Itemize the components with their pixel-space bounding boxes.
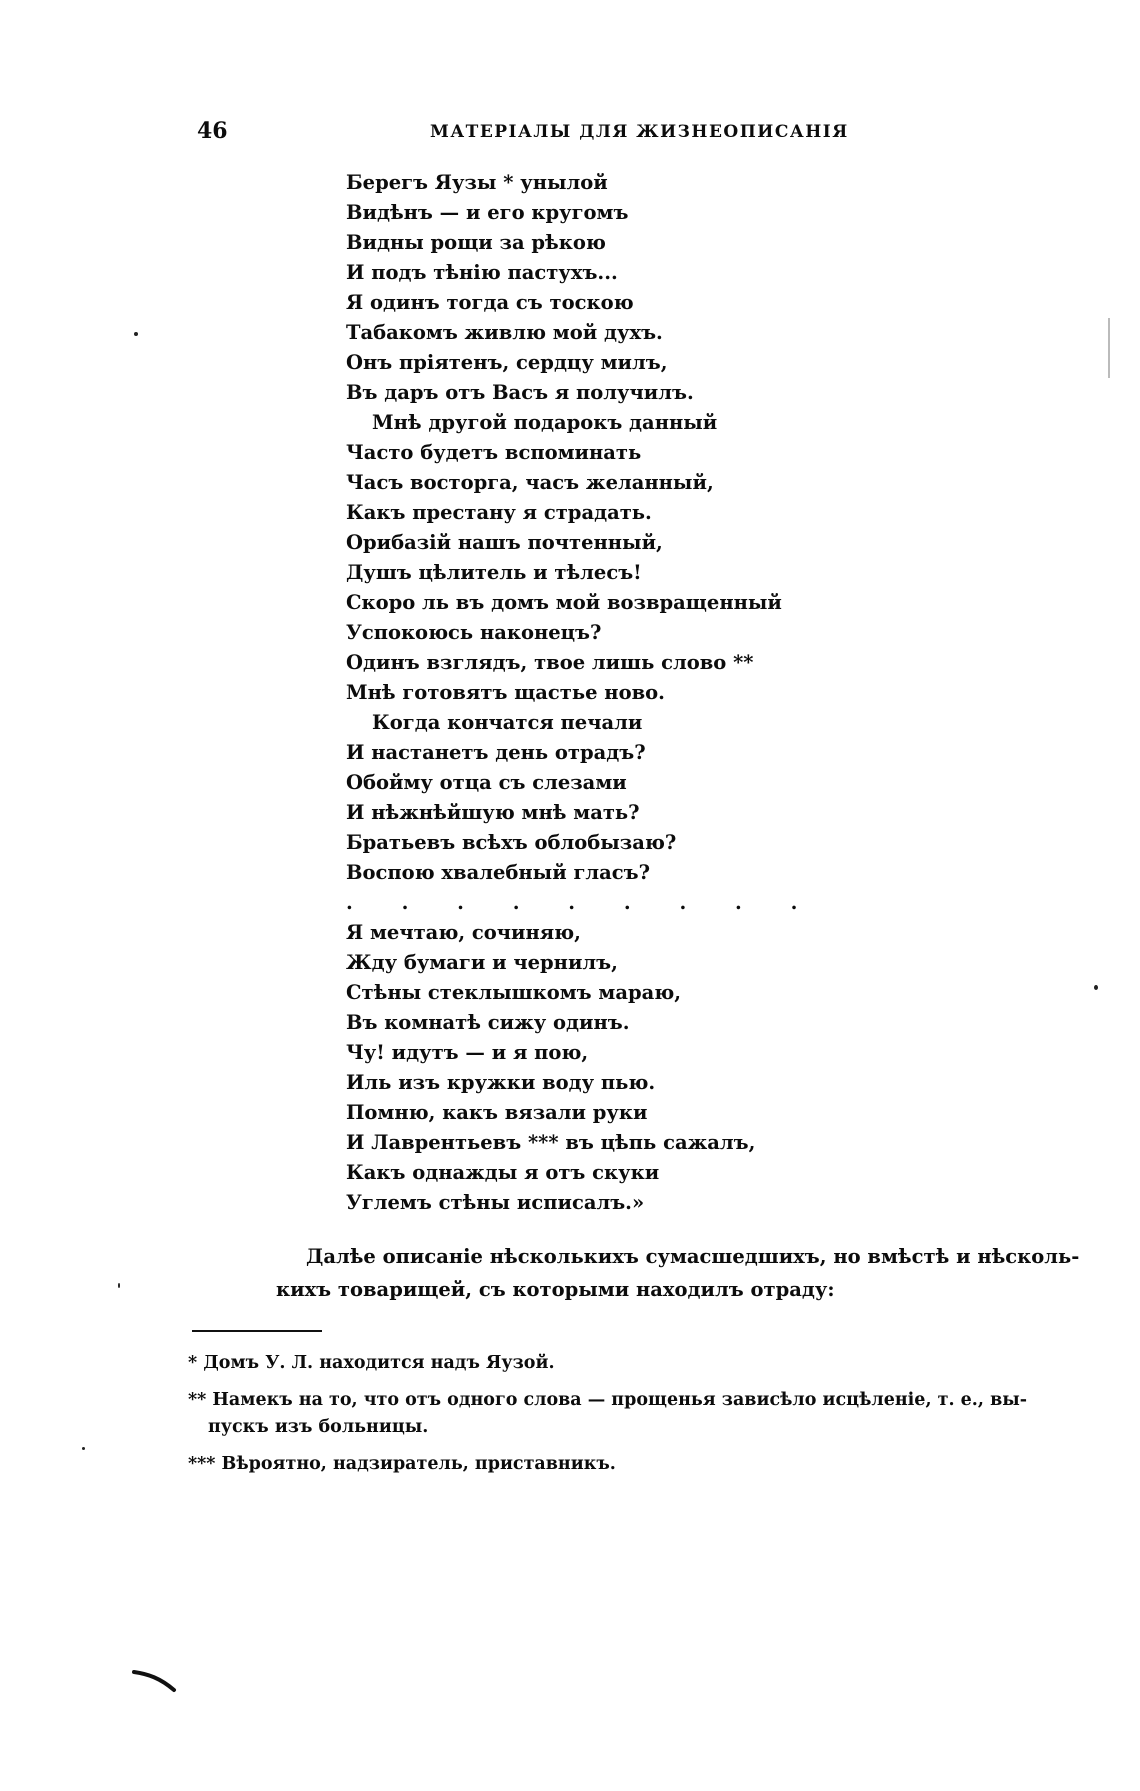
ellipsis-row: . . . . . . . . . bbox=[346, 891, 819, 914]
verse-line: Душъ цѣлитель и тѣлесъ! bbox=[346, 561, 642, 584]
scan-speck bbox=[1094, 985, 1098, 990]
verse-line: Какъ однажды я отъ скуки bbox=[346, 1161, 660, 1184]
verse-line: Какъ престану я страдать. bbox=[346, 501, 652, 524]
page-number: 46 bbox=[197, 118, 228, 144]
verse-line: Успокоюсь наконецъ? bbox=[346, 621, 602, 644]
verse-line: Обойму отца съ слезами bbox=[346, 771, 627, 794]
verse-line: Часто будетъ вспоминать bbox=[346, 441, 642, 464]
verse-line: И настанетъ день отрадъ? bbox=[346, 741, 646, 764]
scan-speck bbox=[118, 1283, 120, 1288]
footnote-divider bbox=[192, 1330, 322, 1332]
footnote-3: *** Вѣроятно, надзиратель, приставникъ. bbox=[188, 1454, 616, 1474]
verse-line: Иль изъ кружки воду пью. bbox=[346, 1071, 656, 1094]
verse-line: И Лаврентьевъ *** въ цѣпь сажалъ, bbox=[346, 1131, 756, 1154]
footnote-2 bbox=[188, 1387, 1027, 1441]
prose-line: кихъ товарищей, съ которыми находилъ отраду: bbox=[276, 1278, 835, 1301]
verse-line: Воспою хвалебный гласъ? bbox=[346, 861, 651, 884]
verse-line: Одинъ взглядъ, твое лишь слово ** bbox=[346, 651, 754, 674]
verse-line: Углемъ стѣны исписалъ.» bbox=[346, 1191, 645, 1214]
verse-line: Табакомъ живлю мой духъ. bbox=[346, 321, 663, 344]
footnotes bbox=[188, 1350, 1027, 1478]
running-title: МАТЕРІАЛЫ ДЛЯ ЖИЗНЕОПИСАНІЯ bbox=[430, 122, 849, 142]
verse-line: Видны рощи за рѣкою bbox=[346, 231, 606, 254]
scan-speck bbox=[82, 1447, 85, 1450]
verse-line: Мнѣ готовятъ щастье ново. bbox=[346, 681, 665, 704]
verse-line: Я мечтаю, сочиняю, bbox=[346, 921, 581, 944]
verse-line: Въ даръ отъ Васъ я получилъ. bbox=[346, 381, 694, 404]
verse-line: Скоро ль въ домъ мой возвращенный bbox=[346, 591, 782, 614]
prose-paragraph bbox=[276, 1240, 1079, 1306]
scan-stroke bbox=[130, 1668, 180, 1694]
verse-line: Я одинъ тогда съ тоскою bbox=[346, 291, 634, 314]
verse-line: Орибазій нашъ почтенный, bbox=[346, 531, 663, 554]
verse-line: Часъ восторга, часъ желанный, bbox=[346, 471, 714, 494]
prose-line: Далѣе описаніе нѣсколькихъ сумасшедшихъ, но вмѣстѣ и нѣсколь- bbox=[306, 1245, 1080, 1268]
verse-line: Чу! идутъ — и я пою, bbox=[346, 1041, 589, 1064]
verse-line: Братьевъ всѣхъ облобызаю? bbox=[346, 831, 677, 854]
verse-line: Видѣнъ — и его кругомъ bbox=[346, 201, 629, 224]
verse-line: Жду бумаги и чернилъ, bbox=[346, 951, 618, 974]
footnote-2-line: пускъ изъ больницы. bbox=[208, 1417, 429, 1437]
verse-line: И подъ тѣнію пастухъ... bbox=[346, 261, 618, 284]
verse-line: Мнѣ другой подарокъ данный bbox=[372, 411, 718, 434]
footnote-1: * Домъ У. Л. находится надъ Яузой. bbox=[188, 1353, 555, 1373]
verse-line: Когда кончатся печали bbox=[372, 711, 643, 734]
verse-line: Берегъ Яузы * унылой bbox=[346, 171, 608, 194]
verse-line: И нѣжнѣйшую мнѣ мать? bbox=[346, 801, 640, 824]
footnote-2-line: ** Намекъ на то, что отъ одного слова — прощенья зависѣло исцѣленіе, т. е., вы- bbox=[188, 1390, 1028, 1410]
scan-speck bbox=[134, 332, 138, 336]
verse-line: Стѣны стеклышкомъ мараю, bbox=[346, 981, 682, 1004]
verse-line: Онъ пріятенъ, сердцу милъ, bbox=[346, 351, 668, 374]
poem bbox=[346, 168, 818, 1218]
scan-edge-line bbox=[1108, 318, 1110, 378]
verse-line: Помню, какъ вязали руки bbox=[346, 1101, 648, 1124]
verse-line: Въ комнатѣ сижу одинъ. bbox=[346, 1011, 630, 1034]
